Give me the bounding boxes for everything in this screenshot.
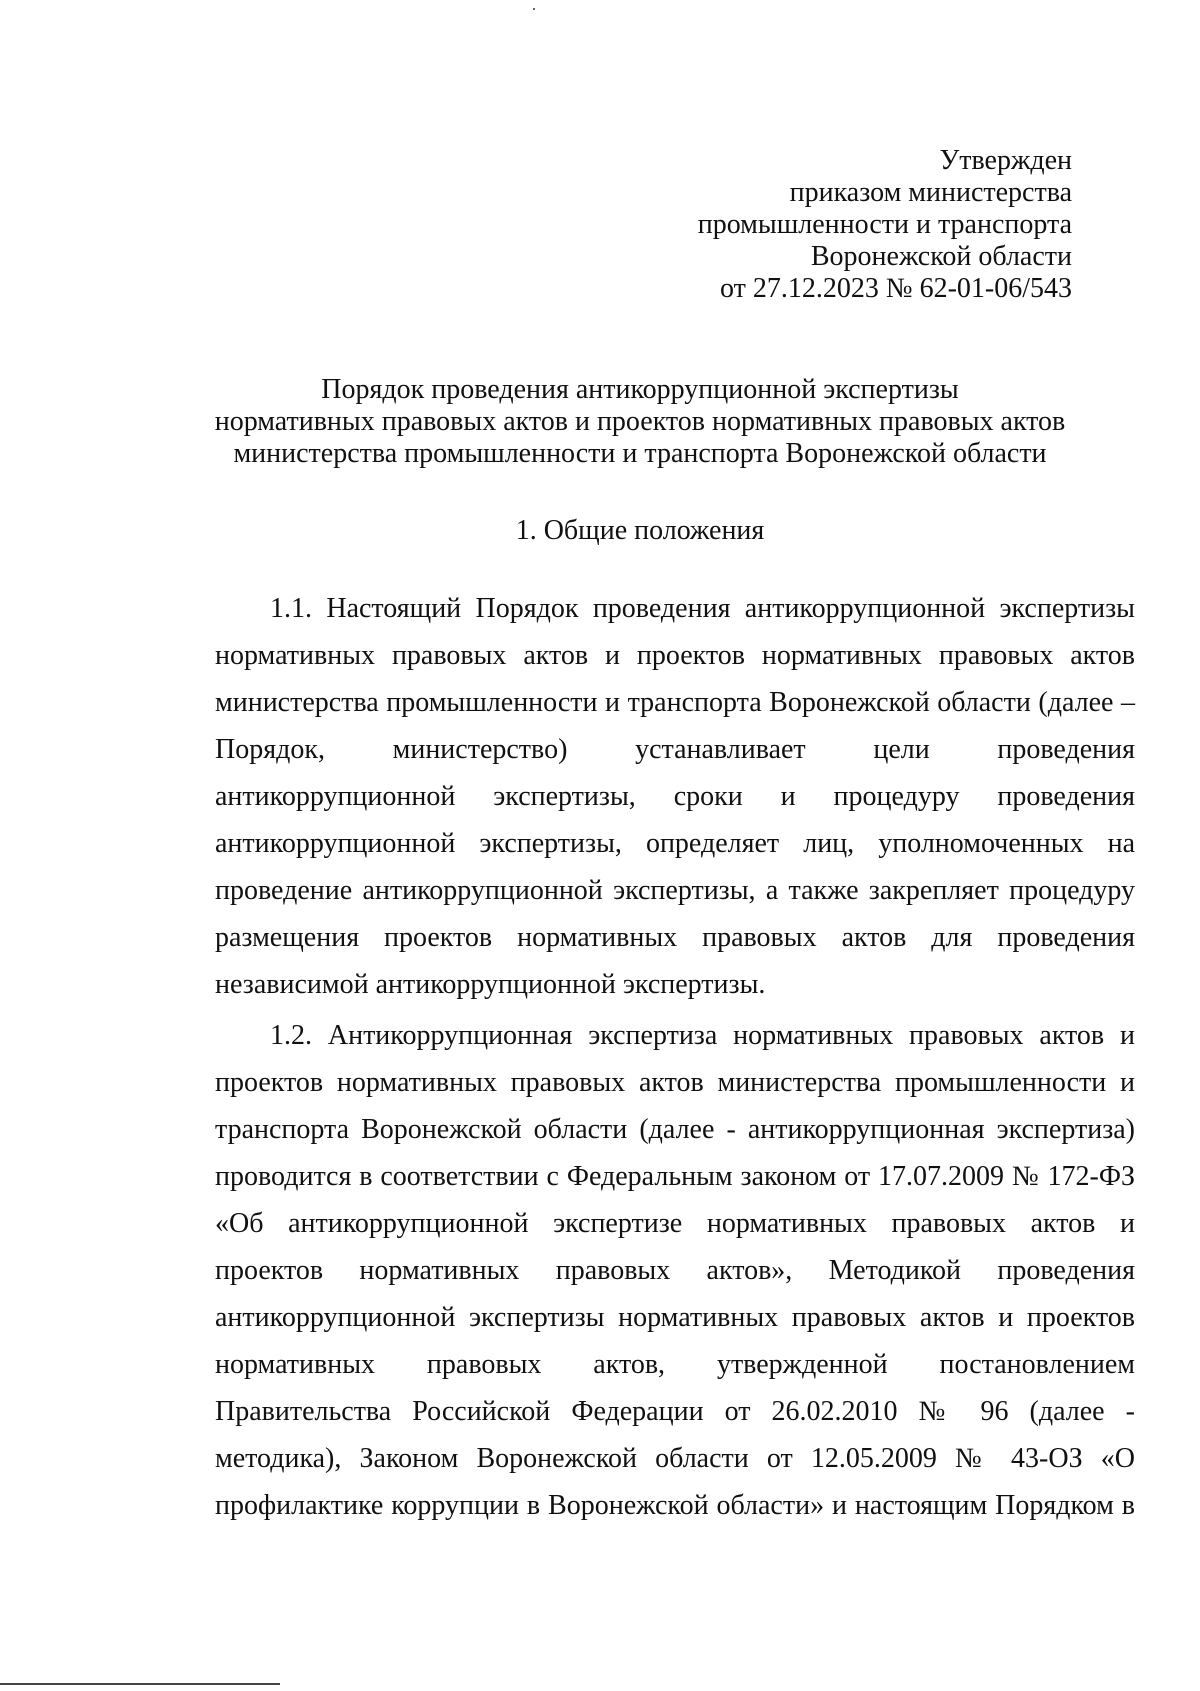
document-title (200, 374, 1080, 470)
text-line: Правительства Российской Федерации от 26.02.2010 № 96 (далее - (215, 1396, 1135, 1427)
title-line: министерства промышленности и транспорта Воронежской области (233, 438, 1047, 469)
title-line: нормативных правовых актов и проектов нормативных правовых актов (214, 406, 1066, 437)
text-line: транспорта Воронежской области (далее - антикоррупционная экспертиза) (215, 1114, 1135, 1145)
approval-order-number: от 27.12.2023 № 62-01-06/543 (719, 273, 1072, 304)
text-line: методика), Законом Воронежской области от 12.05.2009 № 43-ОЗ «О (215, 1443, 1135, 1474)
text-line: 1.1. Настоящий Порядок проведения антикоррупционной экспертизы (270, 593, 1135, 624)
text-line: антикоррупционной экспертизы, сроки и процедуру проведения (215, 781, 1135, 812)
text-line: «Об антикоррупционной экспертизе нормативных правовых актов и (215, 1208, 1135, 1239)
approval-stamp-block (698, 145, 1072, 305)
paragraph-1-2 (215, 1012, 1135, 1529)
text-line: независимой антикоррупционной экспертизы. (215, 969, 766, 1000)
text-line: проведение антикоррупционной экспертизы, а также закрепляет процедуру (215, 875, 1135, 906)
text-line: размещения проектов нормативных правовых актов для проведения (215, 922, 1135, 953)
text-line: проводится в соответствии с Федеральным законом от 17.07.2009 № 172-ФЗ (215, 1161, 1135, 1192)
text-line: Порядок, министерство) устанавливает цели проведения (215, 734, 1135, 765)
text-line: проектов нормативных правовых актов министерства промышленности и (215, 1067, 1135, 1098)
text-line: антикоррупционной экспертизы нормативных правовых актов и проектов (215, 1302, 1135, 1333)
text-line: профилактике коррупции в Воронежской области» и настоящим Порядком в (215, 1490, 1135, 1521)
text-line: министерства промышленности и транспорта Воронежской области (далее – (215, 687, 1135, 718)
approval-line: Воронежской области (810, 241, 1072, 272)
section-heading: 1. Общие положения (515, 515, 765, 546)
body-text (215, 585, 1135, 1533)
text-line: антикоррупционной экспертизы, определяет лиц, уполномоченных на (215, 828, 1135, 859)
approval-line: приказом министерства (789, 177, 1072, 208)
approval-line: Утвержден (939, 145, 1072, 176)
title-line: Порядок проведения антикоррупционной экспертизы (321, 374, 959, 405)
text-line: нормативных правовых актов, утвержденной постановлением (215, 1349, 1135, 1380)
text-line: нормативных правовых актов и проектов нормативных правовых актов (215, 640, 1135, 671)
scan-artifact-line (0, 1683, 280, 1685)
text-line: проектов нормативных правовых актов», Методикой проведения (215, 1255, 1135, 1286)
text-line: 1.2. Антикоррупционная экспертиза нормативных правовых актов и (270, 1020, 1135, 1051)
paragraph-1-1 (215, 585, 1135, 1008)
approval-line: промышленности и транспорта (697, 209, 1072, 240)
scan-artifact (533, 8, 535, 10)
